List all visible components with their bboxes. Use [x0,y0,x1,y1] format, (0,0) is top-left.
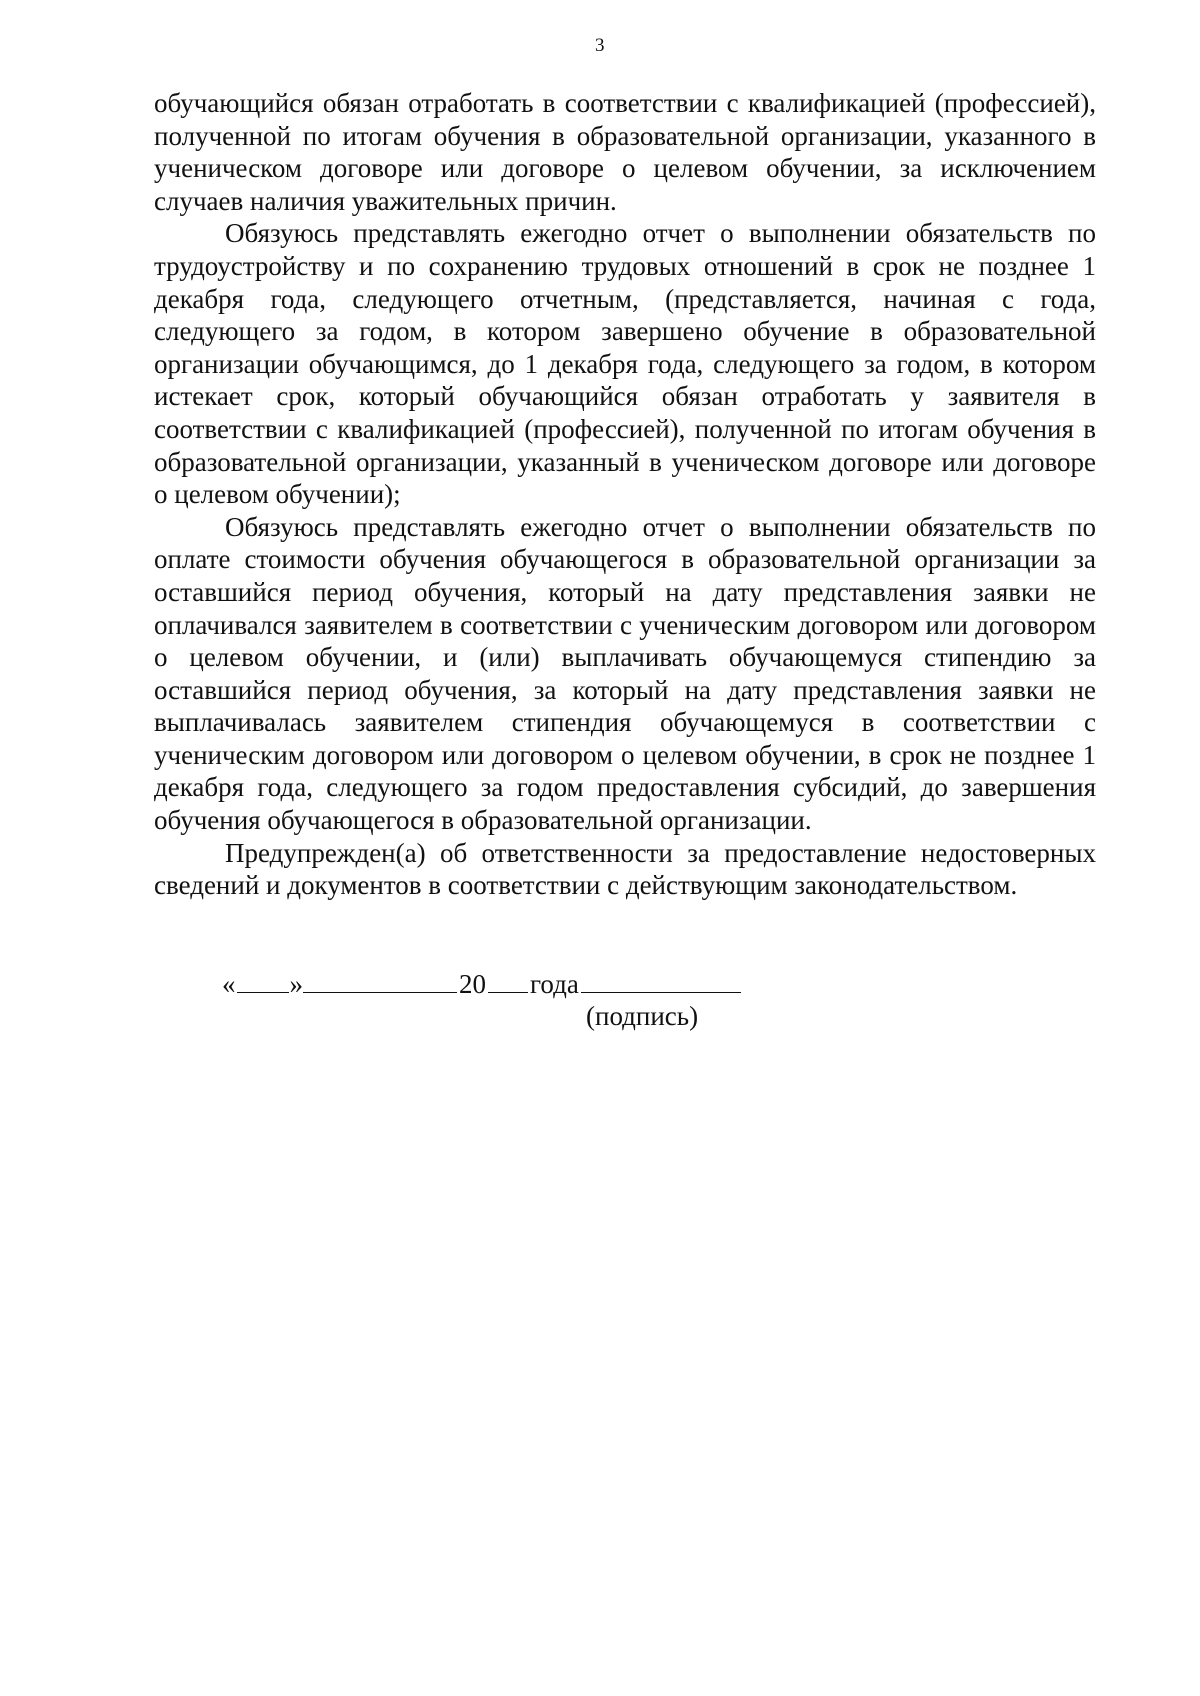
document-body [154,87,1096,902]
day-blank [237,966,289,993]
month-blank [303,966,457,993]
year-blank [488,966,528,993]
year-word: года [530,969,579,999]
signature-date-line [222,966,741,1000]
open-quote: « [222,969,236,999]
paragraph-payment-report: Обязуюсь представлять ежегодно отчет о выполнении обязательств по оплате стоимости обучения обучающегося в образовательной организации за оставшийся период обучения, который на дату представления заявки не оплачивался заявителем в соответствии с ученическим договором или договором о целевом обучении, и (или) выплачивать обучающемуся стипендию за оставшийся период обучения, за который на дату представления заявки не выплачивалась заявителем стипендия обучающемуся в соответствии с ученическим договором или договором о целевом обучении, в срок не позднее 1 декабря года, следующего за годом предоставления субсидий, до завершения обучения обучающегося в образовательной организации. [154,511,1096,836]
century-label: 20 [459,969,486,999]
paragraph-employment-report: Обязуюсь представлять ежегодно отчет о выполнении обязательств по трудоустройству и по сохранению трудовых отношений в срок не позднее 1 декабря года, следующего отчетным, (представляется, начиная с года, следующего за годом, в котором завершено обучение в образовательной организации обучающимся, до 1 декабря года, следующего за годом, в котором истекает срок, который обучающийся обязан отработать у заявителя в соответствии с квалификацией (профессией), полученной по итогам обучения в образовательной организации, указанный в ученическом договоре или договоре о целевом обучении); [154,218,1096,510]
paragraph-liability-warning: Предупрежден(а) об ответственности за предоставление недостоверных сведений и документов в соответствии с действующим законодательством. [154,837,1096,901]
signature-blank [581,966,741,993]
signature-caption: (подпись) [586,1001,699,1031]
close-quote: » [289,969,303,999]
paragraph-continuation: обучающийся обязан отработать в соответствии с квалификацией (профессией), полученной по итогам обучения в образовательной организации, указанного в ученическом договоре или договоре о целевом обучении, за исключением случаев наличия уважительных причин. [154,88,1096,216]
page-number: 3 [595,35,605,56]
